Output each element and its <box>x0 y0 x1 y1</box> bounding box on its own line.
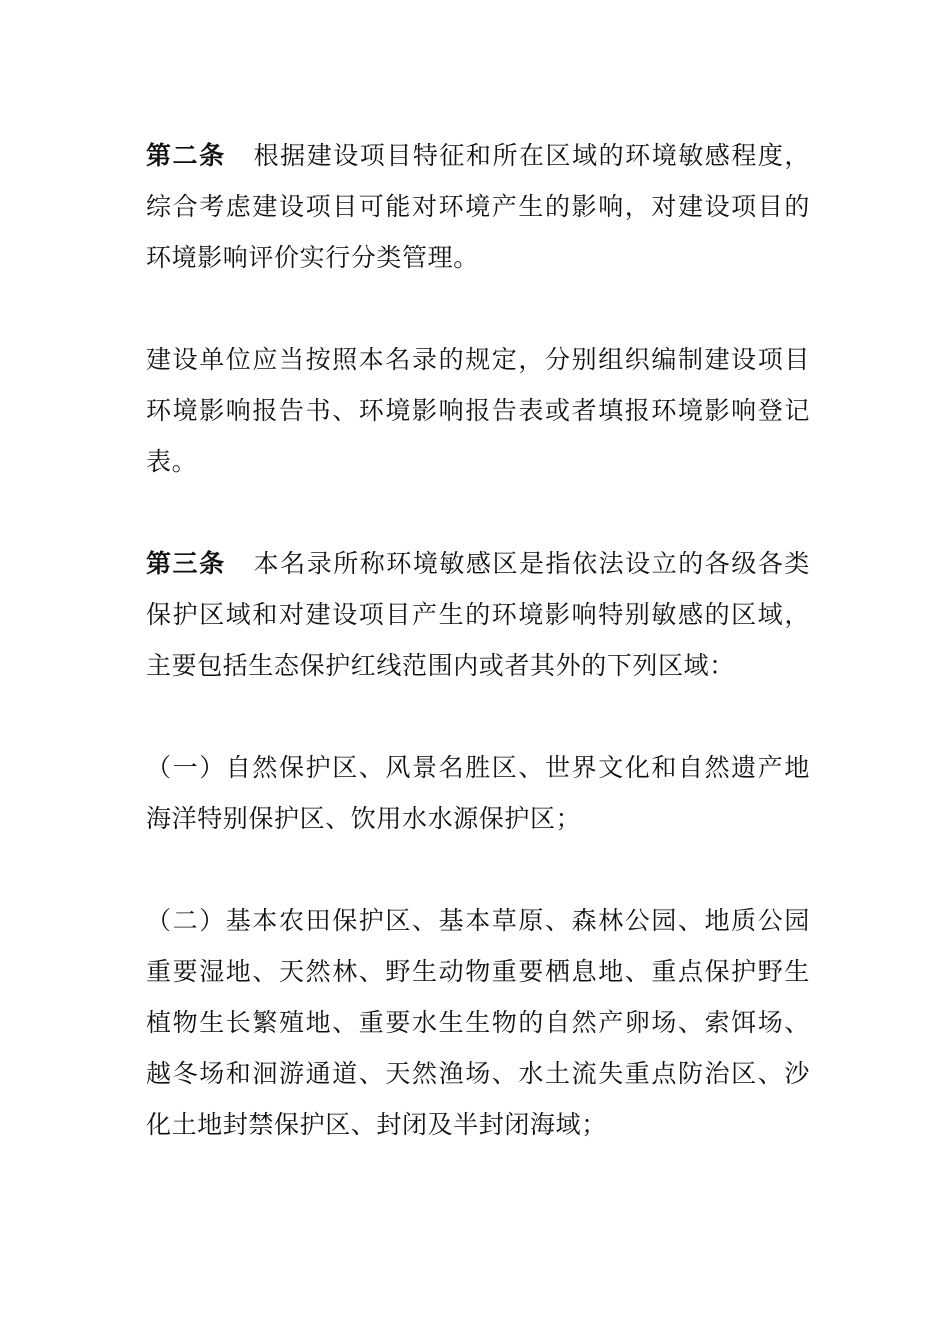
article-3-label: 第三条 <box>146 549 226 578</box>
article-3-paragraph <box>146 538 810 691</box>
document-page <box>146 130 810 1150</box>
article-2-paragraph-2: 建设单位应当按照本名录的规定，分别组织编制建设项目环境影响报告书、环境影响报告表或者填报环境影响登记表。 <box>146 345 810 476</box>
list-item-2: （二）基本农田保护区、基本草原、森林公园、地质公园重要湿地、天然林、野生动物重要栖息地、重点保护野生植物生长繁殖地、重要水生生物的自然产卵场、索饵场、越冬场和洄游通道、天然渔场、水土流失重点防治区、沙化土地封禁保护区、封闭及半封闭海域； <box>146 906 810 1139</box>
article-2-label: 第二条 <box>146 141 226 170</box>
article-2-text: 根据建设项目特征和所在区域的环境敏感程度，综合考虑建设项目可能对环境产生的影响，对建设项目的环境影响评价实行分类管理。 <box>146 141 810 272</box>
article-3-text: 本名录所称环境敏感区是指依法设立的各级各类保护区域和对建设项目产生的环境影响特别敏感的区域，主要包括生态保护红线范围内或者其外的下列区域： <box>146 549 810 680</box>
article-2-paragraph <box>146 130 810 283</box>
list-item-1: （一）自然保护区、风景名胜区、世界文化和自然遗产地海洋特别保护区、饮用水水源保护区； <box>146 753 810 833</box>
